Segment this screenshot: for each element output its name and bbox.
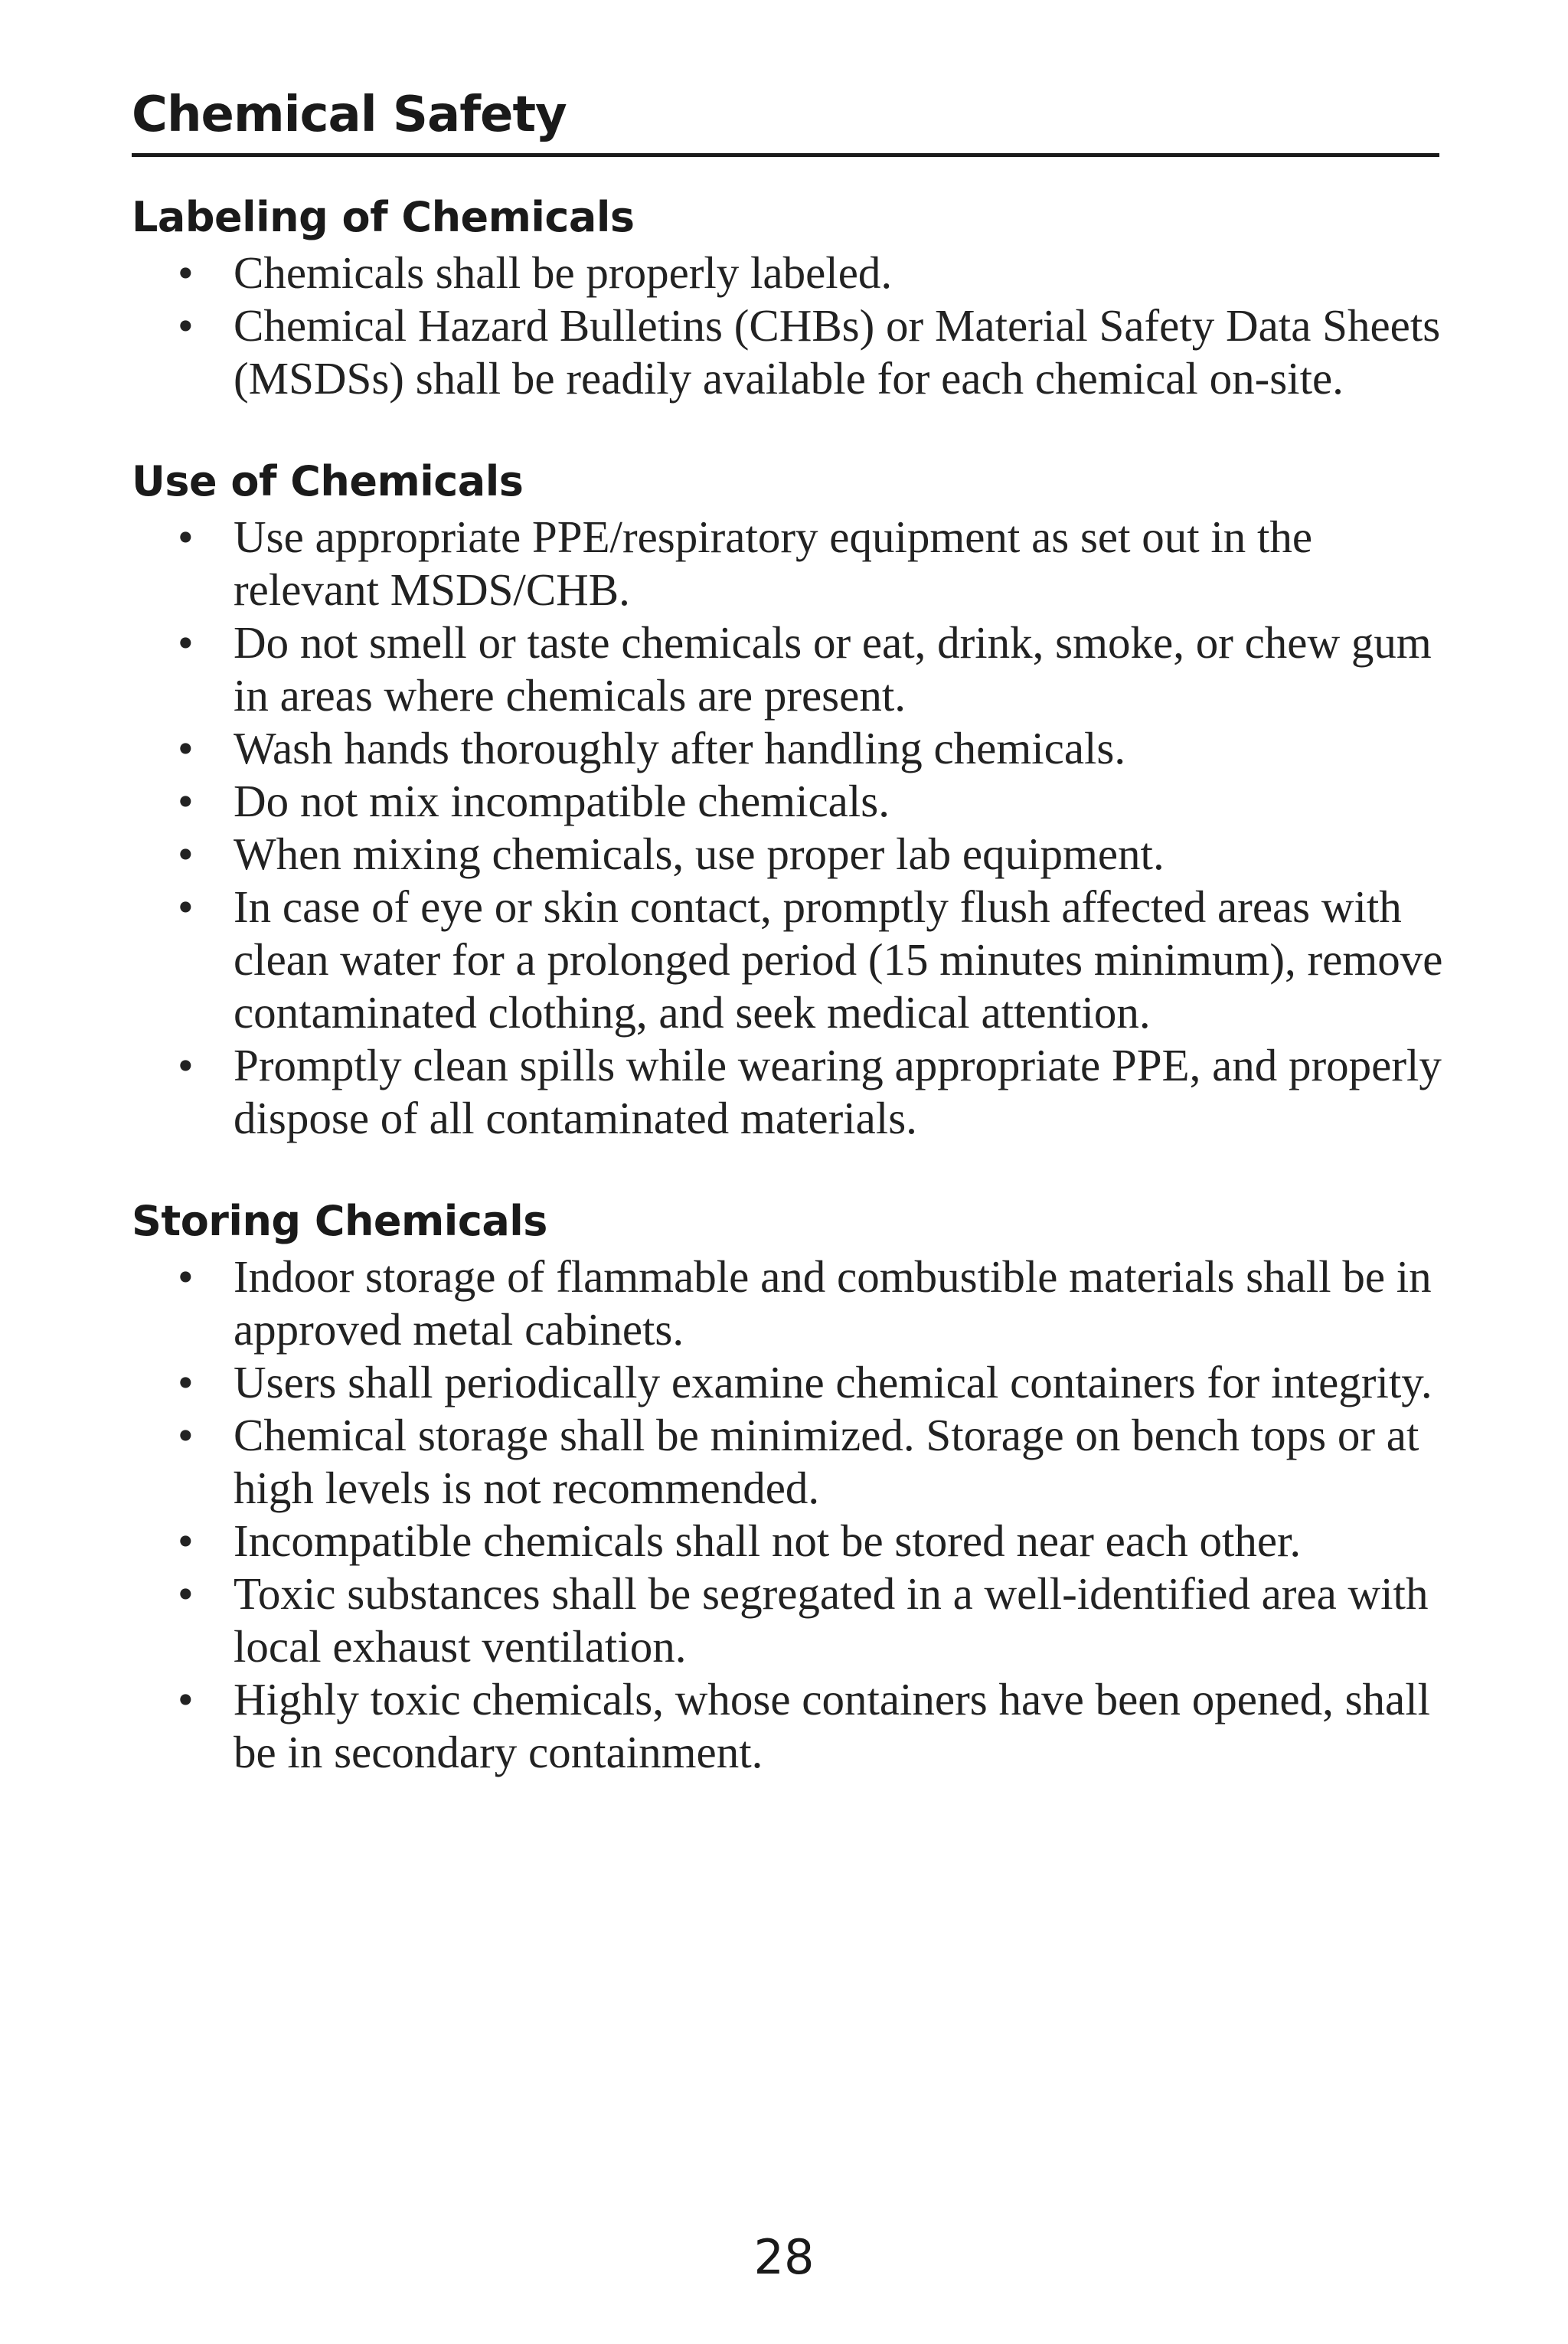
list-item-text: Users shall periodically examine chemical containers for integrity. bbox=[234, 1357, 1432, 1407]
bullet-list bbox=[132, 247, 1449, 405]
bullet-icon: • bbox=[178, 829, 194, 879]
list-item-text: Incompatible chemicals shall not be stored near each other. bbox=[234, 1515, 1302, 1566]
bullet-icon: • bbox=[178, 1040, 194, 1090]
list-item-text: When mixing chemicals, use proper lab equipment. bbox=[234, 829, 1165, 879]
bullet-icon: • bbox=[178, 1515, 194, 1566]
list-item-text: Toxic substances shall be segregated in a well-identified area with local exhaust ventilation. bbox=[234, 1568, 1429, 1672]
bullet-icon: • bbox=[178, 1568, 194, 1619]
bullet-icon: • bbox=[178, 776, 194, 826]
list-item bbox=[132, 1039, 1449, 1145]
list-item bbox=[132, 1250, 1449, 1356]
section-use-of-chemicals bbox=[132, 453, 1449, 1145]
list-item-text: Promptly clean spills while wearing appropriate PPE, and properly dispose of all contaminated materials. bbox=[234, 1040, 1442, 1143]
section-labeling-of-chemicals bbox=[132, 188, 1449, 405]
bullet-icon: • bbox=[178, 1357, 194, 1407]
page-content bbox=[132, 188, 1449, 1779]
section-heading: Use of Chemicals bbox=[132, 457, 524, 505]
list-item bbox=[132, 616, 1449, 722]
title-divider bbox=[132, 153, 1439, 157]
list-item-text: Chemicals shall be properly labeled. bbox=[234, 247, 893, 298]
list-item bbox=[132, 1409, 1449, 1515]
page-number: 28 bbox=[753, 2229, 815, 2285]
list-item bbox=[132, 1568, 1449, 1673]
page-title: Chemical Safety bbox=[132, 87, 567, 143]
bullet-icon: • bbox=[178, 1251, 194, 1302]
list-item-text: Indoor storage of flammable and combustible materials shall be in approved metal cabinets. bbox=[234, 1251, 1432, 1355]
list-item bbox=[132, 299, 1449, 405]
list-item bbox=[132, 1515, 1449, 1568]
list-item bbox=[132, 722, 1449, 775]
list-item-text: Wash hands thoroughly after handling chemicals. bbox=[234, 723, 1126, 773]
list-item-text: Do not smell or taste chemicals or eat, drink, smoke, or chew gum in areas where chemicals are present. bbox=[234, 617, 1432, 721]
list-item-text: Do not mix incompatible chemicals. bbox=[234, 776, 890, 826]
bullet-icon: • bbox=[178, 723, 194, 773]
bullet-icon: • bbox=[178, 247, 194, 298]
bullet-icon: • bbox=[178, 617, 194, 668]
list-item-text: Use appropriate PPE/respiratory equipment as set out in the relevant MSDS/CHB. bbox=[234, 512, 1313, 615]
bullet-icon: • bbox=[178, 512, 194, 562]
list-item bbox=[132, 511, 1449, 616]
list-item bbox=[132, 775, 1449, 828]
bullet-list bbox=[132, 511, 1449, 1145]
section-heading: Storing Chemicals bbox=[132, 1197, 547, 1245]
list-item bbox=[132, 881, 1449, 1039]
list-item-text: In case of eye or skin contact, promptly flush affected areas with clean water for a prolonged period (15 minutes minimum), remove contaminated clothing, and seek medical attention. bbox=[234, 881, 1443, 1038]
list-item-text: Chemical Hazard Bulletins (CHBs) or Material Safety Data Sheets (MSDSs) shall be readily available for each chemical on-site. bbox=[234, 300, 1441, 404]
list-item bbox=[132, 1673, 1449, 1779]
list-item bbox=[132, 828, 1449, 881]
bullet-icon: • bbox=[178, 1674, 194, 1724]
list-item bbox=[132, 1356, 1449, 1409]
list-item-text: Chemical storage shall be minimized. Storage on bench tops or at high levels is not recommended. bbox=[234, 1410, 1419, 1513]
list-item-text: Highly toxic chemicals, whose containers have been opened, shall be in secondary containment. bbox=[234, 1674, 1431, 1777]
section-storing-chemicals bbox=[132, 1192, 1449, 1779]
list-item bbox=[132, 247, 1449, 299]
bullet-list bbox=[132, 1250, 1449, 1779]
bullet-icon: • bbox=[178, 881, 194, 932]
bullet-icon: • bbox=[178, 1410, 194, 1460]
bullet-icon: • bbox=[178, 300, 194, 351]
section-heading: Labeling of Chemicals bbox=[132, 193, 635, 241]
